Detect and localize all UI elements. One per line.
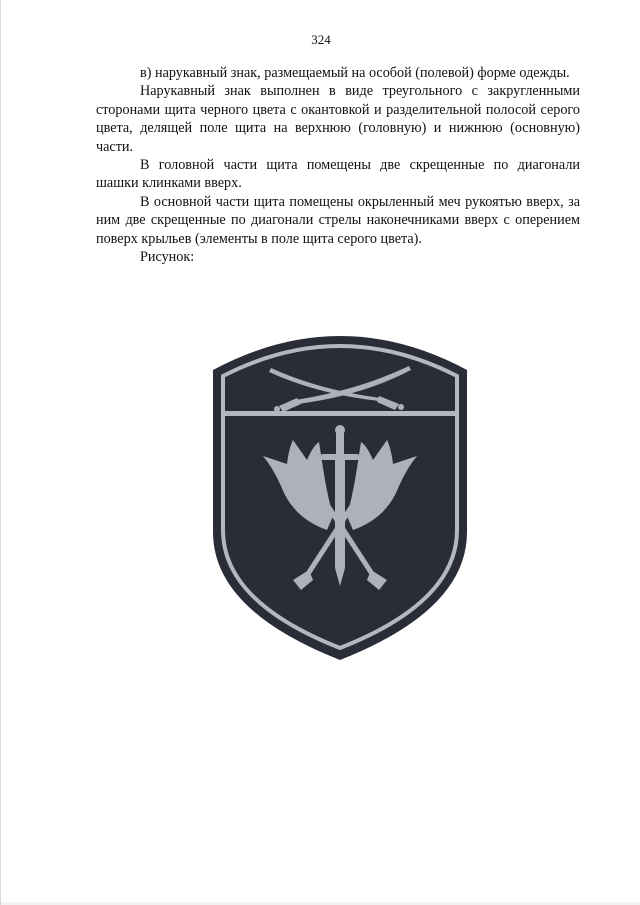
paragraph-shield-description: Нарукавный знак выполнен в виде треугольного с закругленными сторонами щита черного цвета с окантовкой и разделительной полосой серого цвета, делящей поле щита на верхнюю (головную) и нижнюю (основную) части. [96,83,580,155]
divider-band [223,411,457,416]
sleeve-insignia-image [209,318,471,664]
paragraph-head-part: В головной части щита помещены две скрещенные по диагонали шашки клинками вверх. [96,157,580,192]
paragraph-main-part: В основной части щита помещены окрыленный меч рукоятью вверх, за ним две скрещенные по диагонали стрелы наконечниками вверх с оперением поверх крыльев (элементы в поле щита серого цвета). [96,193,580,247]
sleeve-insignia-figure [209,318,471,664]
paragraph-item-v: в) нарукавный знак, размещаемый на особой (полевой) форме одежды. [140,65,570,81]
paragraph-figure-caption: Рисунок: [140,249,195,266]
body-text [96,64,580,266]
page-number: 324 [311,32,331,47]
